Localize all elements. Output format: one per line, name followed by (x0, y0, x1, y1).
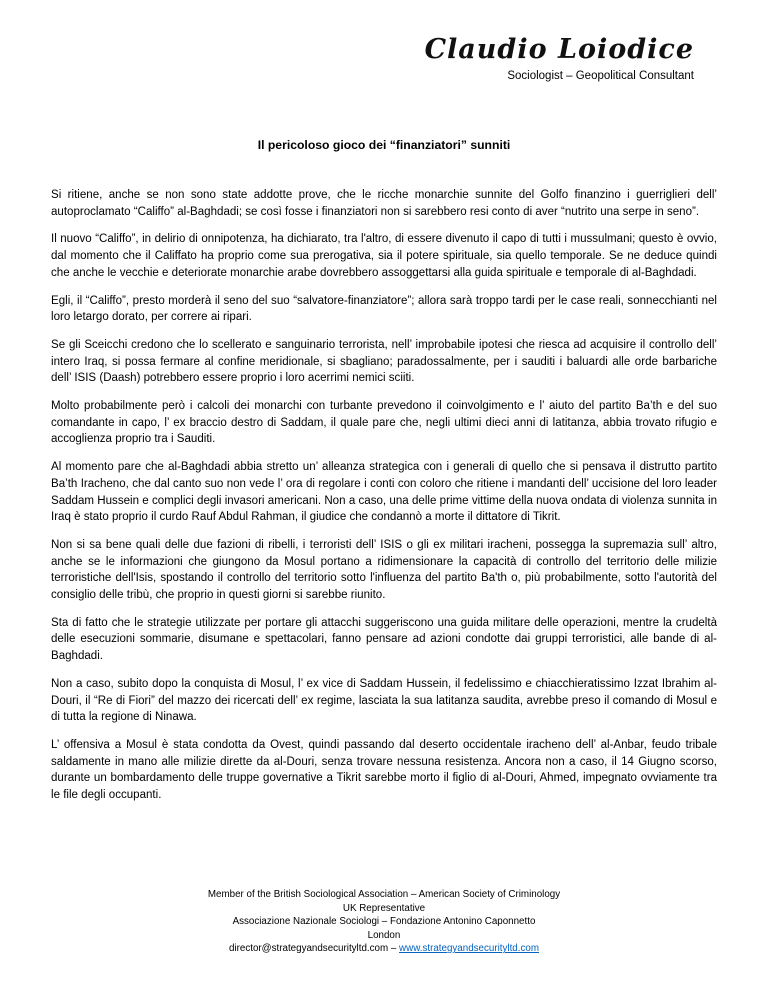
footer-representative: UK Representative (342, 902, 426, 914)
paragraph: Si ritiene, anche se non sono state addotte prove, che le ricche monarchie sunnite del Golfo finanzino i guerriglieri dell’ autoproclamato “Califfo” al-Baghdadi; se così fosse i finanziatori non si sarebbero resi conto di aver “nutrito una serpe in seno”. (51, 189, 717, 218)
paragraph: Molto probabilmente però i calcoli dei monarchi con turbante prevedono il coinvolgimento e l’ aiuto del partito Ba’th e del suo comandante in capo, l’ ex braccio destro di Saddam, il quale pare che, negli ultimi dieci anni di latitanza, abbia trovato rifugio e accoglienza proprio tra i Sauditi. (51, 400, 717, 446)
letterhead (425, 34, 694, 83)
footer-city: London (367, 929, 401, 941)
paragraph: Non si sa bene quali delle due fazioni di ribelli, i terroristi dell’ ISIS o gli ex militari iracheni, possegga la supremazia sull’ altro, anche se le informazioni che giungono da Mosul portano a ridimensionare la capacità di controllo del territorio delle milizie terroristiche dell'Isis, spostando il controllo del territorio sotto l'influenza del partito Ba'th o, più probabilmente, sotto l'autorità del consiglio delle tribù, che proprio in questi giorni si sarebbe riunito. (51, 538, 717, 602)
paragraph: Il nuovo “Califfo”, in delirio di onnipotenza, ha dichiarato, tra l'altro, di essere divenuto il capo di tutti i mussulmani; questo è ovvio, dal momento che il Califfato ha proprio come sua prerogativa, sia il potere spirituale, sia quello temporale. Se ne deduce quindi che anche le vecchie e deteriorate monarchie arabe dovrebbero assoggettarsi alla guida spirituale e temporale di al-Baghdadi. (51, 233, 717, 279)
footer-email: director@strategyandsecurityltd.com (229, 943, 389, 955)
page-footer (0, 888, 768, 956)
author-name: Claudio Loiodice (424, 34, 694, 65)
paragraph: Egli, il “Califfo”, presto morderà il seno del suo “salvatore-finanziatore”; allora sarà troppo tardi per le case reali, sonnecchianti nel loro letargo dorato, per correre ai ripari. (51, 294, 717, 324)
footer-associations: Associazione Nazionale Sociologi – Fondazione Antonino Caponnetto (232, 916, 536, 928)
paragraph: Non a caso, subito dopo la conquista di Mosul, l’ ex vice di Saddam Hussein, il fedelissimo e chiacchieratissimo Izzat Ibrahim al-Douri, il “Re di Fiori” del mazzo dei ricercati dell’ ex regime, lasciata la sua latitanza saudita, avrebbe preso il comando di Mosul e di tutta la regione di Ninawa. (51, 677, 717, 724)
author-role: Sociologist – Geopolitical Consultant (507, 70, 694, 82)
website-link[interactable]: www.strategyandsecurityltd.com (399, 943, 539, 955)
article-body (51, 187, 717, 815)
paragraph: Se gli Sceicchi credono che lo scellerato e sanguinario terrorista, nell’ improbabile ipotesi che riesca ad acquisire il controllo dell’ intero Iraq, si possa fermare al confine meridionale, si sbagliano; paradossalmente, per i sauditi i baluardi alle orde barbariche dell’ ISIS (Daash) potrebbero essere proprio i loro acerrimi nemici sciiti. (51, 338, 717, 385)
footer-contacts (0, 942, 768, 956)
paragraph: Sta di fatto che le strategie utilizzate per portare gli attacchi suggeriscono una guida militare delle operazioni, mentre la crudeltà delle esecuzioni sommarie, disumane e spettacolari, fanno pensare ad azioni condotte dai gruppi terroristici, alle bande di al-Baghdadi. (51, 616, 717, 663)
article-title: Il pericoloso gioco dei “finanziatori” sunniti (257, 138, 511, 152)
paragraph: L’ offensiva a Mosul è stata condotta da Ovest, quindi passando dal deserto occidentale iracheno dell’ al-Anbar, feudo tribale saldamente in mano alle milizie dirette da al-Douri, senza trovare nessuna resistenza. Ancora non a caso, il 14 Giugno scorso, durante un bombardamento delle truppe governative a Tikrit sarebbe morto il figlio di al-Douri, Ahmed, impegnato ovviamente tra le file degli occupanti. (51, 738, 717, 802)
paragraph: Al momento pare che al-Baghdadi abbia stretto un’ alleanza strategica con i generali di quello che si pensava il distrutto partito Ba’th Iracheno, che dal canto suo non vede l’ ora di regolare i conti con coloro che ritiene i mandanti dell’ uccisione del loro leader Saddam Hussein e complici degli invasori americani. Non a caso, una delle prime vittime della nuova ondata di violenza sunnita in Iraq è stato proprio il curdo Rauf Abdul Rahman, il giudice che condannò a morte il dittatore di Tikrit. (51, 461, 717, 524)
footer-memberships: Member of the British Sociological Association – American Society of Criminology (207, 889, 561, 900)
footer-separator: – (388, 943, 400, 955)
